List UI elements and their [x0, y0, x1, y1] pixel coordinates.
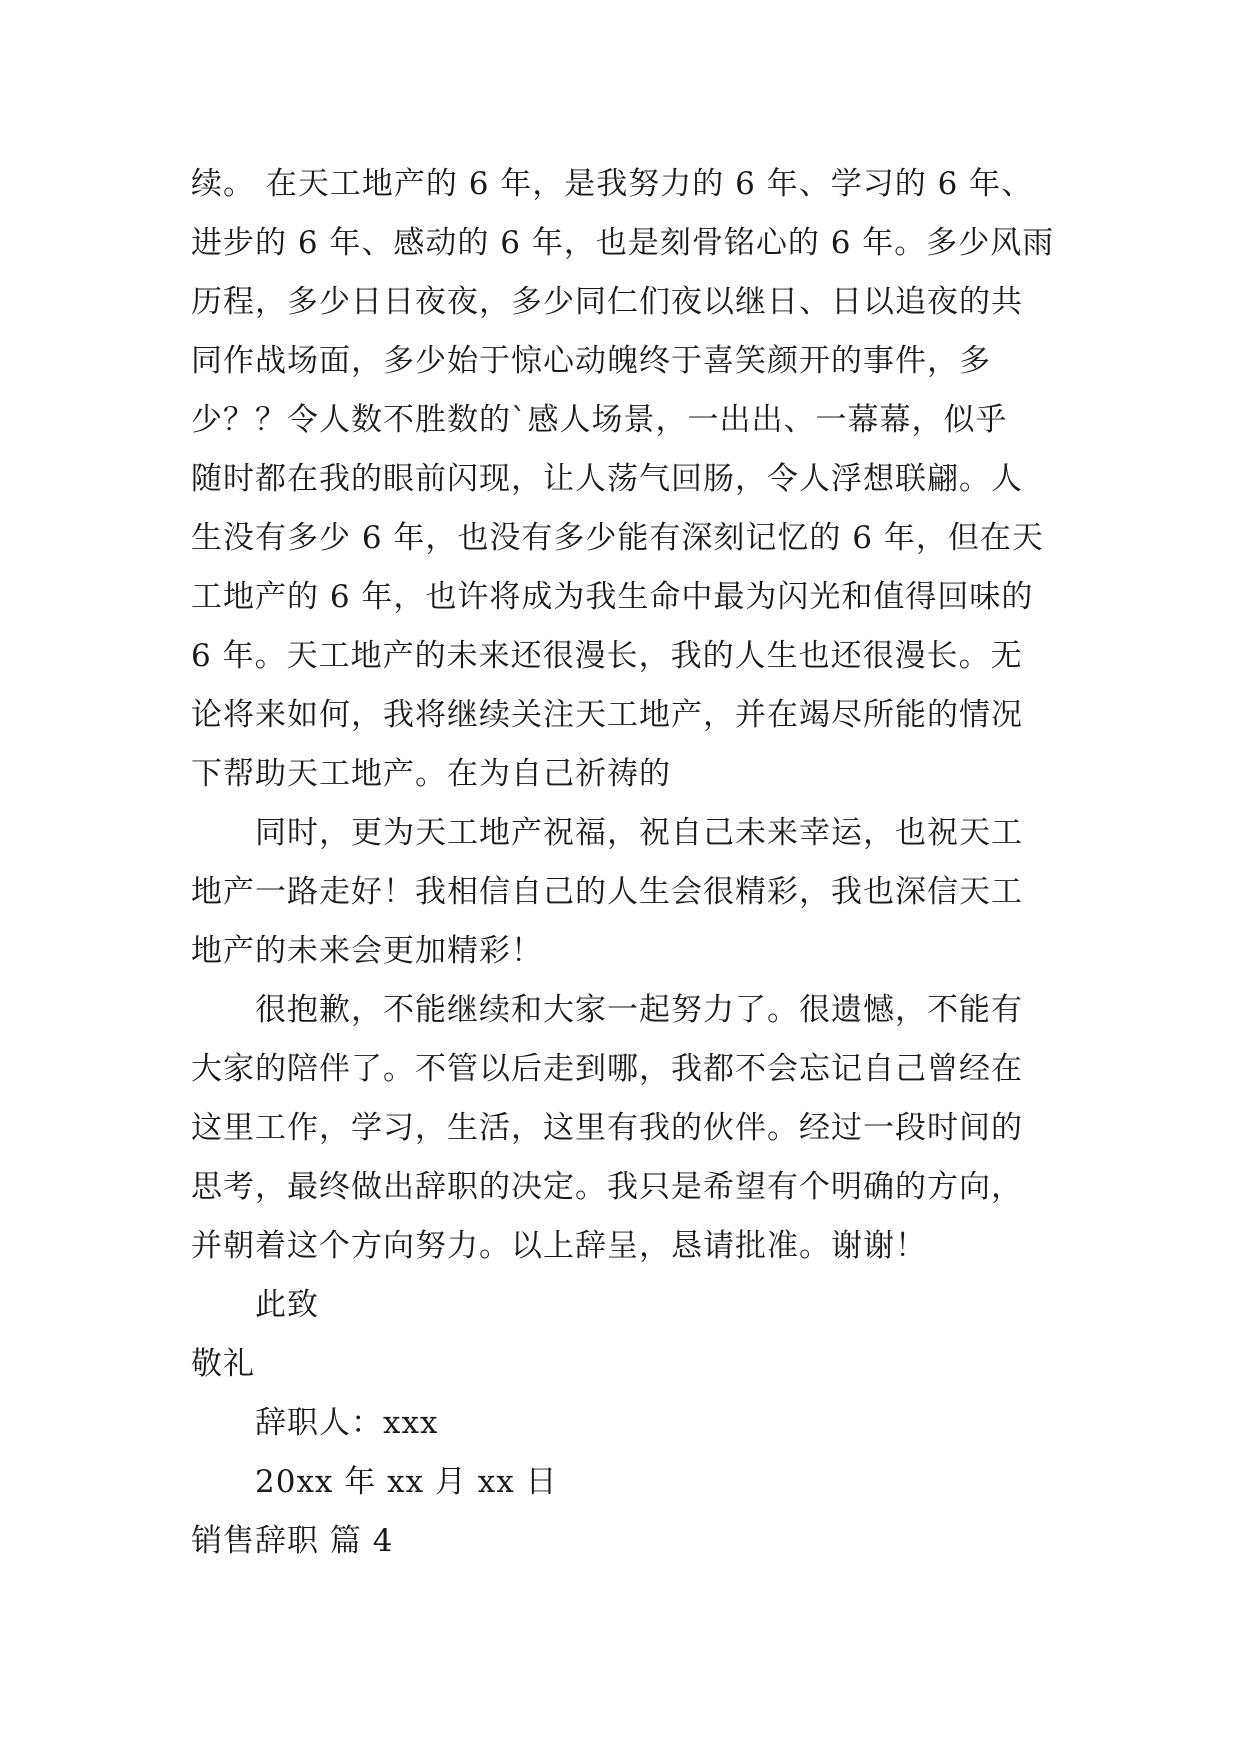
closing-salutation: 此致 [255, 1287, 319, 1323]
body-text-line: 这里工作，学习，生活，这里有我的伙伴。经过一段时间的 [191, 1110, 1023, 1146]
body-text-line: 地产一路走好！我相信自己的人生会很精彩，我也深信天工 [191, 874, 1023, 910]
body-text-line: 工地产的 6 年，也许将成为我生命中最为闪光和值得回味的 [191, 579, 1034, 615]
body-text-line: 生没有多少 6 年，也没有多少能有深刻记忆的 6 年，但在天 [191, 520, 1044, 556]
body-text-line: 论将来如何，我将继续关注天工地产，并在竭尽所能的情况 [191, 697, 1023, 733]
section-heading: 销售辞职 篇 4 [191, 1523, 394, 1559]
paragraph-start-line: 很抱歉，不能继续和大家一起努力了。很遗憾，不能有 [255, 992, 1023, 1028]
body-text-line: 地产的未来会更加精彩！ [191, 933, 543, 969]
body-text-line: 并朝着这个方向努力。以上辞呈，恳请批准。谢谢！ [191, 1228, 927, 1264]
body-text-line: 大家的陪伴了。不管以后走到哪，我都不会忘记自己曾经在 [191, 1051, 1023, 1087]
body-text-line: 续。 在天工地产的 6 年，是我努力的 6 年、学习的 6 年、 [191, 166, 1034, 202]
body-text-line: 6 年。天工地产的未来还很漫长，我的人生也还很漫长。无 [191, 638, 1023, 674]
body-text-line: 历程，多少日日夜夜，多少同仁们夜以继日、日以追夜的共 [191, 284, 1023, 320]
body-text-line: 同作战场面，多少始于惊心动魄终于喜笑颜开的事件，多 [191, 343, 991, 379]
body-text-line: 思考，最终做出辞职的决定。我只是希望有个明确的方向， [191, 1169, 1023, 1205]
body-text-line: 随时都在我的眼前闪现，让人荡气回肠，令人浮想联翩。人 [191, 461, 1023, 497]
signature-name: 辞职人：xxx [255, 1405, 439, 1441]
paragraph-start-line: 同时，更为天工地产祝福，祝自己未来幸运，也祝天工 [255, 815, 1023, 851]
signature-date: 20xx 年 xx 月 xx 日 [255, 1464, 558, 1500]
body-text-line: 少？？令人数不胜数的`感人场景，一出出、一幕幕，似乎 [191, 402, 1008, 438]
body-text-line: 进步的 6 年、感动的 6 年，也是刻骨铭心的 6 年。多少风雨 [191, 225, 1055, 261]
closing-regards: 敬礼 [191, 1346, 255, 1382]
body-text-line: 下帮助天工地产。在为自己祈祷的 [191, 756, 671, 792]
